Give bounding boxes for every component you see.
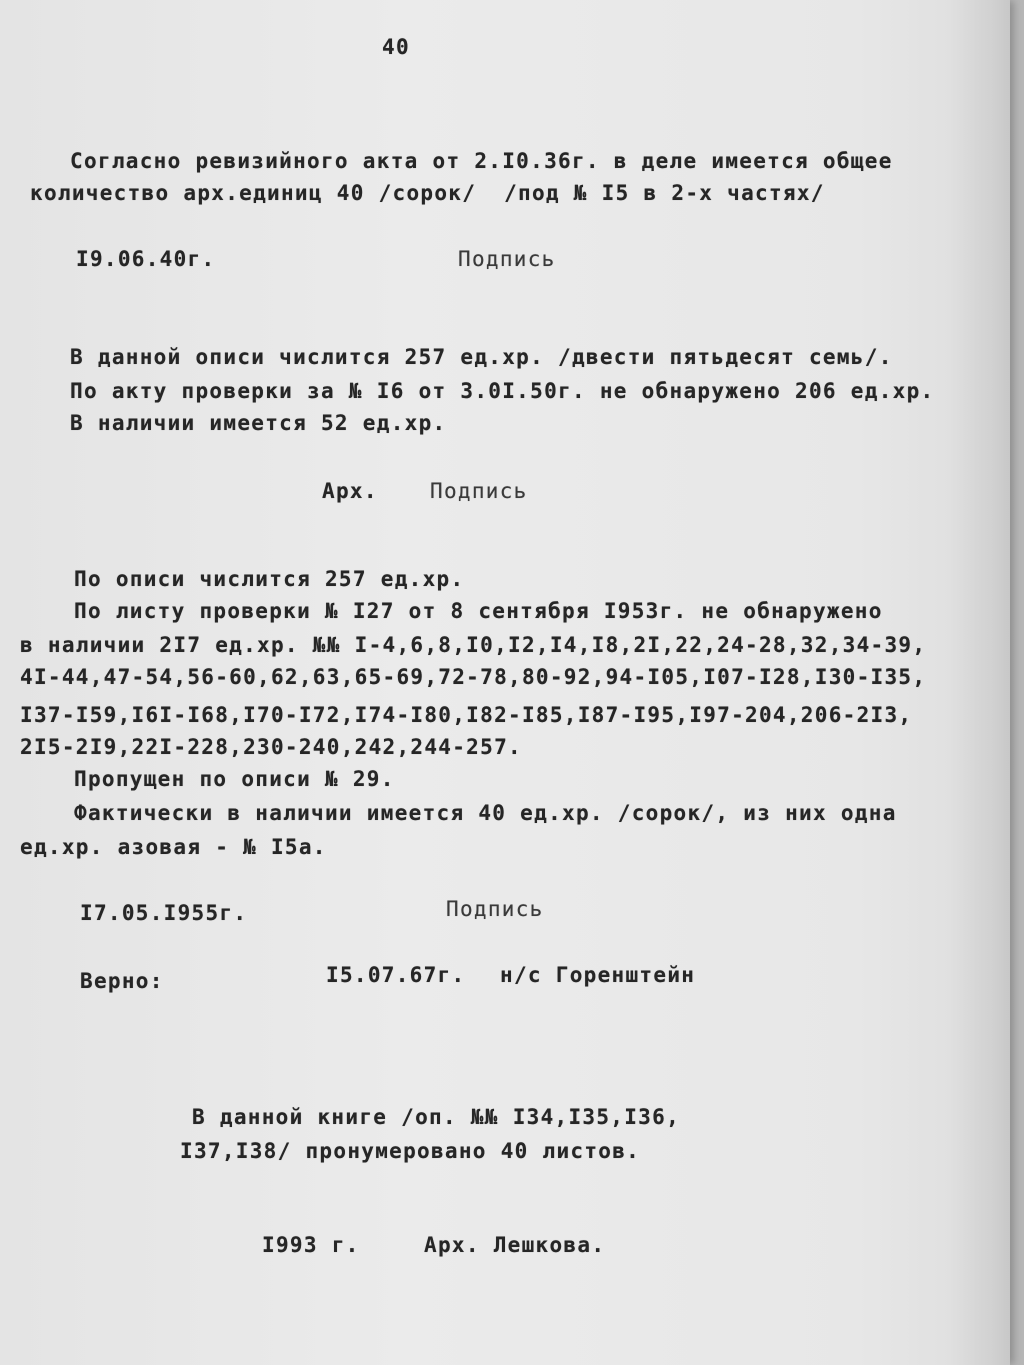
text-line: По листу проверки № I27 от 8 сентября I953г. не обнаружено: [74, 599, 883, 623]
text-line: I37,I38/ пронумеровано 40 листов.: [180, 1139, 641, 1163]
text-line: В наличии имеется 52 ед.хр.: [70, 411, 447, 435]
text-line: ед.хр. азовая - № I5а.: [20, 835, 327, 859]
text-line: В данной книге /оп. №№ I34,I35,I36,: [192, 1105, 681, 1129]
verifier-name: н/с Горенштейн: [500, 963, 696, 987]
date: I7.05.I955г.: [80, 901, 248, 925]
signature-label: Подпись: [430, 479, 528, 503]
text-line: По описи числится 257 ед.хр.: [74, 567, 465, 591]
archivist-name: Арх. Лешкова.: [424, 1233, 606, 1257]
text-line: Согласно ревизийного акта от 2.I0.36г. в деле имеется общее: [70, 149, 893, 173]
text-line: Пропущен по описи № 29.: [74, 767, 395, 791]
text-line: По акту проверки за № I6 от 3.0I.50г. не обнаружено 206 ед.хр.: [70, 379, 935, 403]
date: I9.06.40г.: [76, 247, 216, 271]
signature-label: Подпись: [458, 247, 556, 271]
text-line: В данной описи числится 257 ед.хр. /двести пятьдесят семь/.: [70, 345, 893, 369]
archivist-label: Арх.: [322, 479, 378, 503]
text-line: Фактически в наличии имеется 40 ед.хр. /сорок/, из них одна: [74, 801, 897, 825]
text-line: количество арх.единиц 40 /сорок/ /под № I5 в 2-х частях/: [30, 181, 825, 205]
signature-label: Подпись: [446, 897, 544, 921]
text-line: I37-I59,I6I-I68,I70-I72,I74-I80,I82-I85,I87-I95,I97-204,206-2I3,: [20, 703, 913, 727]
text-line: 4I-44,47-54,56-60,62,63,65-69,72-78,80-92,94-I05,I07-I28,I30-I35,: [20, 665, 927, 689]
year: I993 г.: [262, 1233, 360, 1257]
text-line: 2I5-2I9,22I-228,230-240,242,244-257.: [20, 735, 522, 759]
verification-label: Верно:: [80, 969, 164, 993]
text-line: в наличии 2I7 ед.хр. №№ I-4,6,8,I0,I2,I4,I8,2I,22,24-28,32,34-39,: [20, 633, 927, 657]
page-number: 40: [382, 35, 410, 59]
verification-date: I5.07.67г.: [326, 963, 466, 987]
